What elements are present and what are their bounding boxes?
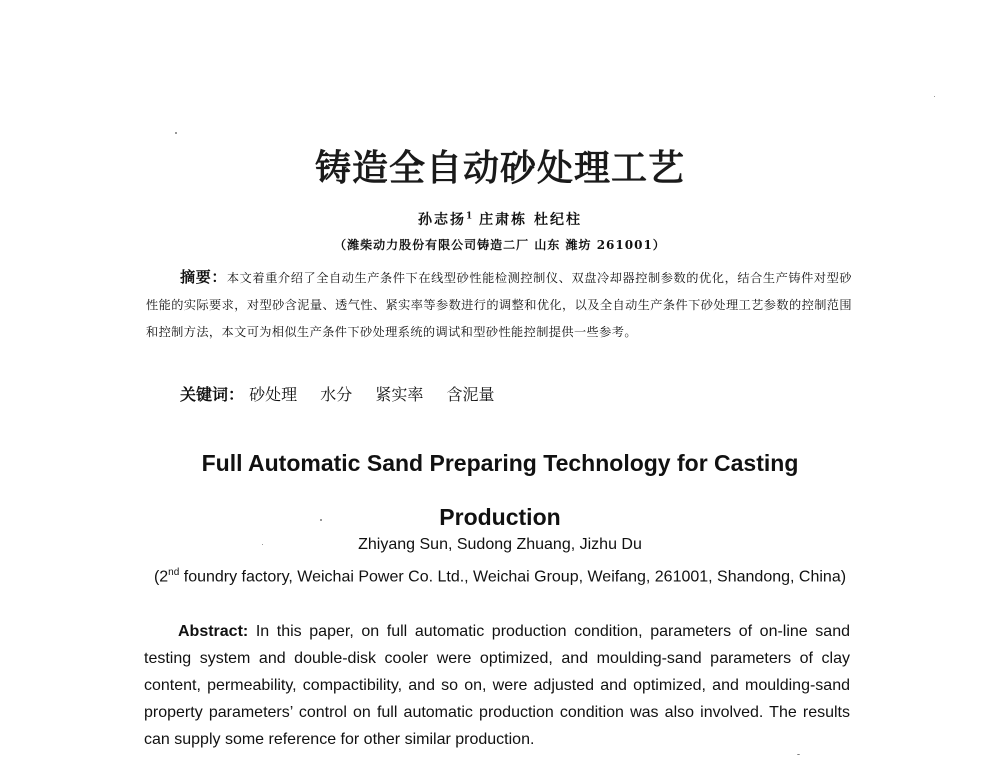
- keyword: 水分: [320, 385, 353, 404]
- chinese-keywords: [180, 382, 512, 405]
- english-title: [0, 436, 1000, 544]
- english-title-text: Full Automatic Sand Preparing Technology for Casting Production: [201, 450, 799, 530]
- english-affiliation-prefix: (2: [153, 568, 169, 586]
- ordinal-suffix: nd: [168, 567, 180, 578]
- english-abstract-label: Abstract:: [178, 623, 249, 640]
- keyword: 砂处理: [249, 385, 298, 404]
- english-affiliation: [140, 561, 860, 589]
- chinese-authors: [0, 209, 1000, 229]
- english-abstract-text: In this paper, on full automatic production condition, parameters of on-line sand testing system and double-disk cooler were optimized, and moulding-sand parameters of clay content, permeability, compactibility, and so on, were adjusted and optimized, and moulding-sand property parameters’ control on full automatic production condition was also involved. The results can supply some reference for other similar production.: [144, 623, 850, 748]
- chinese-abstract-text: 本文着重介绍了全自动生产条件下在线型砂性能检测控制仪、双盘冷却器控制参数的优化，结合生产铸件对型砂性能的实际要求，对型砂含泥量、透气性、紧实率等参数进行的调整和优化，以及全自动生产条件下砂处理工艺参数的控制范围和控制方法，本文可为相似生产条件下砂处理系统的调试和型砂性能控制提供一些参考。: [146, 271, 853, 339]
- author-affiliation-mark: 1: [465, 211, 473, 222]
- keyword: 紧实率: [375, 385, 424, 404]
- chinese-abstract: [146, 264, 852, 346]
- scan-speck: [797, 754, 800, 755]
- scan-speck: [262, 544, 263, 545]
- english-abstract: [144, 618, 850, 753]
- scan-speck: [175, 132, 177, 134]
- chinese-title: 铸造全自动砂处理工艺: [314, 148, 685, 189]
- chinese-other-authors: 庄肃栋 杜纪柱: [472, 212, 582, 228]
- english-affiliation-text: foundry factory, Weichai Power Co. Ltd., Weichai Group, Weifang, 261001, Shandong, China): [179, 568, 847, 586]
- keyword: 含泥量: [446, 385, 495, 404]
- chinese-first-author: 孙志扬: [417, 212, 466, 228]
- chinese-abstract-label: 摘要：: [180, 268, 227, 286]
- scan-speck: [320, 519, 322, 521]
- scan-speck: [934, 96, 935, 97]
- english-authors: Zhiyang Sun, Sudong Zhuang, Jizhu Du: [358, 536, 642, 553]
- chinese-affiliation: （潍柴动力股份有限公司铸造二厂 山东 潍坊 261001）: [334, 238, 666, 252]
- chinese-keywords-label: 关键词：: [180, 385, 245, 404]
